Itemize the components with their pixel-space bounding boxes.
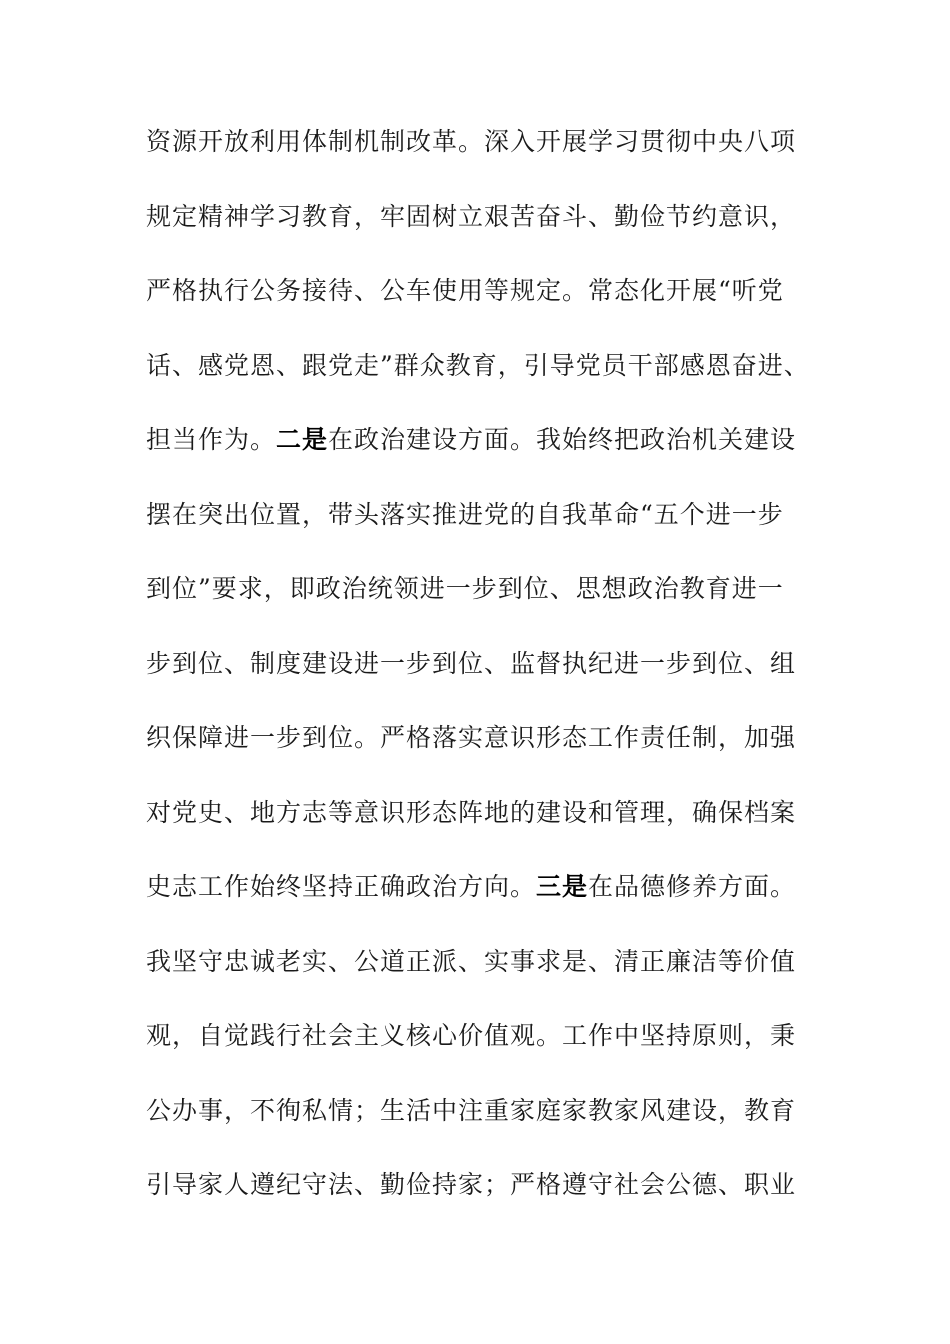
line-text: 史志工作始终坚持正确政治方向。	[146, 872, 537, 901]
line-text: 步到位、制度建设进一步到位、监督执纪进一步到位、组	[146, 648, 797, 678]
line-text: 到位”要求，即政治统领进一步到位、思想政治教育进一	[146, 574, 784, 603]
line-text: 公办事，不徇私情；生活中注重家庭家教家风建设，教育	[146, 1095, 797, 1125]
line-text: 对党史、地方志等意识形态阵地的建设和管理，确保档案	[146, 797, 797, 827]
line-text: 摆在突出位置，带头落实推进党的自我革命“五个进一步	[146, 499, 784, 529]
text-line	[146, 1159, 806, 1234]
line-text: 织保障进一步到位。严格落实意识形态工作责任制，加强	[146, 723, 797, 752]
text-line	[146, 861, 806, 936]
text-line	[146, 265, 806, 340]
line-text: 规定精神学习教育，牢固树立艰苦奋斗、勤俭节约意识，	[146, 201, 797, 231]
document-body	[146, 116, 810, 1234]
line-text: 严格执行公务接待、公车使用等规定。常态化开展“听党	[146, 276, 784, 305]
text-line	[146, 936, 806, 1011]
line-text: 担当作为。	[146, 425, 277, 454]
text-line	[146, 414, 806, 489]
line-text: 我坚守忠诚老实、公道正派、实事求是、清正廉洁等价值	[146, 946, 797, 976]
text-line	[146, 340, 810, 415]
text-line	[146, 489, 806, 564]
text-line	[146, 116, 806, 191]
line-text: 引导家人遵纪守法、勤俭持家；严格遵守社会公德、职业	[146, 1170, 797, 1199]
line-text: 资源开放利用体制机制改革。深入开展学习贯彻中央八项	[146, 127, 797, 156]
text-line	[146, 563, 806, 638]
text-line	[146, 1010, 806, 1085]
line-text: 观，自觉践行社会主义核心价值观。工作中坚持原则，秉	[146, 1021, 797, 1050]
line-text: 话、感党恩、跟党走”群众教育，引导党员干部感恩奋进、	[146, 350, 810, 380]
text-line	[146, 712, 806, 787]
text-line	[146, 191, 806, 266]
line-text: 在政治建设方面。我始终把政治机关建设	[328, 425, 797, 454]
bold-heading-second: 二是	[276, 425, 329, 454]
text-line	[146, 638, 806, 713]
bold-heading-third: 三是	[536, 872, 589, 901]
line-text: 在品德修养方面。	[588, 872, 797, 901]
text-line	[146, 1085, 806, 1160]
text-line	[146, 787, 806, 862]
